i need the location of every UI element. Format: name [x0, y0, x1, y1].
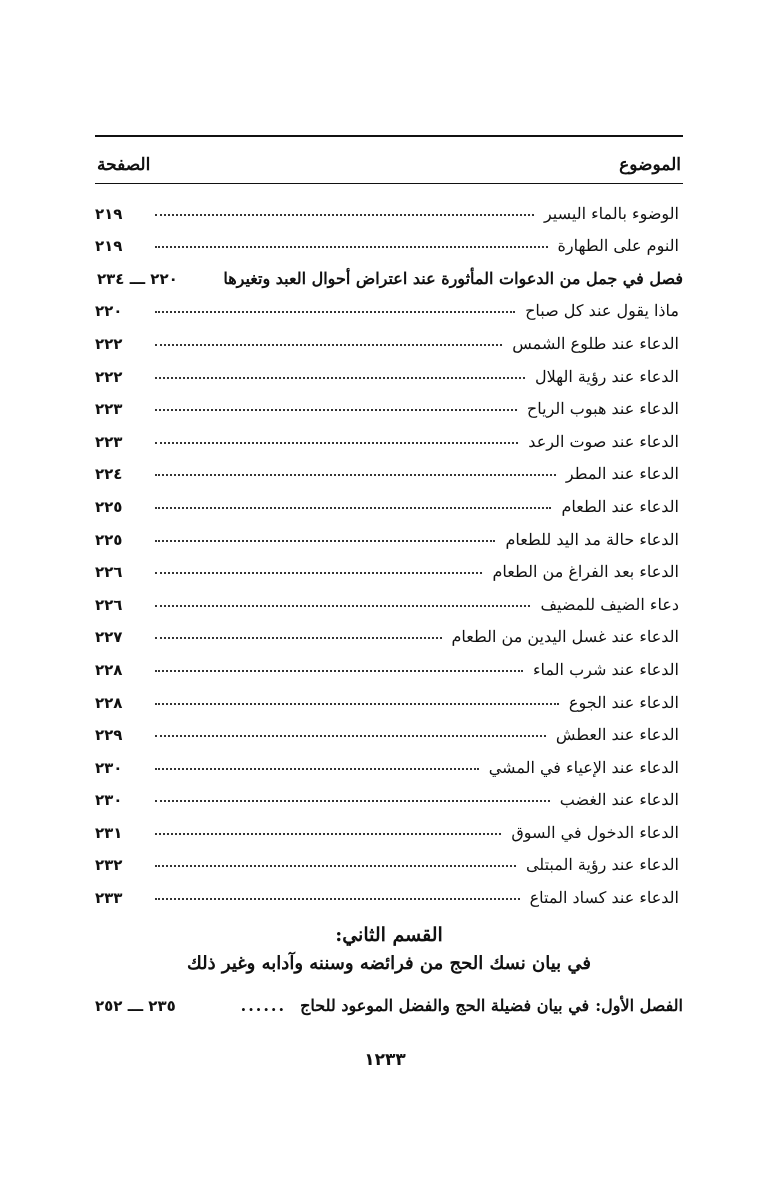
toc-row — [95, 353, 683, 386]
dot-leader — [155, 214, 534, 216]
header-rule — [95, 183, 683, 184]
toc-entry-title: الدعاء عند الجوع — [568, 692, 679, 712]
toc-entry-page: ٢٣١ — [95, 823, 123, 842]
toc-row — [95, 646, 683, 679]
toc-entry-title: الدعاء عند طلوع الشمس — [512, 333, 679, 353]
toc-entry-title: الدعاء عند هبوب الرياح — [526, 399, 679, 419]
toc-entry-title: الدعاء عند الطعام — [561, 496, 679, 516]
dot-leader — [155, 474, 556, 476]
toc-row — [95, 223, 683, 256]
toc-row — [95, 516, 683, 549]
toc-entry-title: الدعاء بعد الفراغ من الطعام — [492, 562, 679, 582]
dot-leader — [155, 246, 548, 248]
toc-entry-title: فصل في جمل من الدعوات المأثورة عند اعتراض أحوال العبد وتغيرها — [223, 268, 683, 288]
toc-entry-title: الدعاء عند رؤية الهلال — [534, 366, 679, 386]
dot-leader — [155, 898, 520, 900]
toc-entry-page: ٢٢٣ — [95, 400, 123, 419]
toc-entry-page: ٢٢٠ — [95, 302, 123, 321]
toc-entry-page: ٢٢٦ — [95, 563, 123, 582]
part-title: القسم الثاني: — [335, 924, 443, 947]
toc-row — [95, 712, 683, 745]
toc-page — [95, 135, 683, 1015]
dot-leader — [155, 572, 482, 574]
toc-entry-title: ماذا يقول عند كل صباح — [525, 301, 679, 321]
chapter-title: في بيان فضيلة الحج والفضل الموعود للحاج — [300, 996, 590, 1016]
toc-row — [95, 679, 683, 712]
toc-row — [95, 483, 683, 516]
part-heading — [95, 921, 683, 979]
dot-leader — [155, 377, 525, 379]
dot-leader — [155, 637, 442, 639]
toc-entry-title: الدعاء عند الغضب — [559, 790, 679, 810]
toc-entry-page: ٢٢٢ — [95, 367, 123, 386]
chapter-label: الفصل الأول: — [595, 996, 683, 1016]
toc-entry-title: الدعاء عند كساد المتاع — [529, 888, 679, 908]
toc-row — [95, 386, 683, 419]
toc-entry-page: ٢٢٨ — [95, 660, 123, 679]
toc-row — [95, 549, 683, 582]
chapter-entry — [95, 983, 683, 1015]
toc-entry-page: ٢٢٤ — [95, 465, 123, 484]
toc-entry-page: ٢٢٥ — [95, 497, 123, 516]
toc-entry-title: دعاء الضيف للمضيف — [540, 594, 679, 614]
dot-leader — [155, 768, 479, 770]
header-page-label: الصفحة — [97, 155, 151, 175]
toc-row — [95, 614, 683, 647]
header-topic-label: الموضوع — [619, 155, 681, 175]
toc-entry-title: النوم على الطهارة — [557, 236, 679, 256]
toc-entry-title: الدعاء عند المطر — [565, 464, 679, 484]
toc-entry-page: ٢٣٠ — [95, 791, 123, 810]
toc-entry-page: ٢٢٣ — [95, 432, 123, 451]
toc-row — [95, 190, 683, 223]
toc-entry-title: الدعاء عند صوت الرعد — [528, 431, 679, 451]
toc-row — [95, 842, 683, 875]
toc-entry-page: ٢٢٩ — [95, 726, 123, 745]
chapter-page-range: ٢٣٥ ـــ ٢٥٢ — [95, 997, 176, 1016]
toc-section-range: ٢٢٠ ـــ ٢٣٤ — [97, 269, 178, 288]
dot-leader — [155, 605, 530, 607]
toc-entry-title: الوضوء بالماء اليسير — [543, 203, 679, 223]
toc-entry-title: الدعاء عند شرب الماء — [533, 659, 679, 679]
toc-entry-page: ٢٣٠ — [95, 758, 123, 777]
toc-entry-title: الدعاء عند غسل اليدين من الطعام — [451, 627, 679, 647]
part-subtitle: في بيان نسك الحج من فرائضه وسننه وآدابه وغير ذلك — [186, 953, 592, 975]
toc-entry-page: ٢١٩ — [95, 204, 123, 223]
toc-row — [95, 809, 683, 842]
toc-entry-page: ٢٣٣ — [95, 889, 123, 908]
chapter-leader-dots: ...... — [240, 996, 287, 1016]
dot-leader — [155, 865, 516, 867]
toc-entry-page: ٢٢٦ — [95, 595, 123, 614]
dot-leader — [155, 507, 551, 509]
toc-entry-title: الدعاء عند الإعياء في المشي — [488, 757, 679, 777]
dot-leader — [155, 540, 495, 542]
dot-leader — [155, 344, 502, 346]
dot-leader — [155, 735, 546, 737]
dot-leader — [155, 311, 515, 313]
toc-row — [95, 320, 683, 353]
toc-row — [95, 744, 683, 777]
toc-entry-title: الدعاء الدخول في السوق — [511, 822, 679, 842]
dot-leader — [155, 409, 517, 411]
top-rule — [95, 135, 683, 137]
toc-header — [95, 145, 683, 175]
toc-row — [95, 777, 683, 810]
toc-entry-page: ٢٣٢ — [95, 856, 123, 875]
toc-entry-page: ٢٢٥ — [95, 530, 123, 549]
toc-entry-page: ٢٢٨ — [95, 693, 123, 712]
toc-entry-page: ٢١٩ — [95, 237, 123, 256]
dot-leader — [155, 703, 559, 705]
toc-row — [95, 288, 683, 321]
toc-entries — [95, 190, 683, 907]
dot-leader — [155, 442, 518, 444]
dot-leader — [155, 833, 501, 835]
dot-leader — [155, 800, 550, 802]
toc-entry-title: الدعاء حالة مد اليد للطعام — [505, 529, 679, 549]
toc-section-row — [95, 255, 683, 288]
toc-row — [95, 874, 683, 907]
dot-leader — [155, 670, 523, 672]
toc-row — [95, 418, 683, 451]
toc-entry-page: ٢٢٧ — [95, 628, 123, 647]
toc-entry-page: ٢٢٢ — [95, 334, 123, 353]
toc-row — [95, 581, 683, 614]
page-number: ١٢٣٣ — [364, 1050, 406, 1070]
toc-entry-title: الدعاء عند العطش — [555, 725, 679, 745]
toc-entry-title: الدعاء عند رؤية المبتلى — [525, 855, 679, 875]
toc-row — [95, 451, 683, 484]
